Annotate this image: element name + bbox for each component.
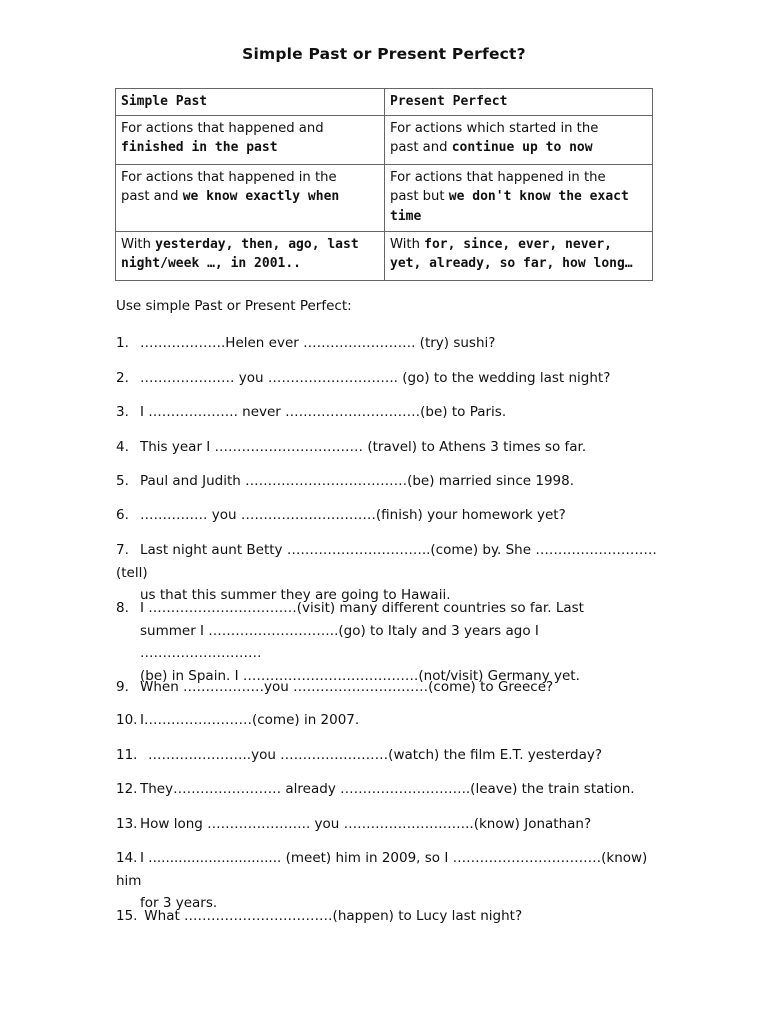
exercise-text: When ………………you …………………………(come) to Greece? <box>140 679 554 695</box>
exercise-text-continued: us that this summer they are going to Hawaii. <box>140 587 451 603</box>
exercise-number: 3. <box>116 404 129 420</box>
exercise-number: 14. <box>116 850 138 866</box>
exercise-number: 13. <box>116 816 138 832</box>
exercise-number: 5. <box>116 473 129 489</box>
exercise-text: I ............................... (meet) him in 2009, so I ……………………………(know) him <box>116 850 648 889</box>
exercise-text: How long ………………….. you ………………………..(know) Jonathan? <box>140 816 592 832</box>
header-simple-past: Simple Past <box>116 89 385 116</box>
cell-text: past but <box>390 189 445 204</box>
exercise-number: 12. <box>116 781 138 797</box>
exercise-item <box>116 367 661 390</box>
exercise-item <box>116 470 661 493</box>
exercise-number: 1. <box>116 335 129 351</box>
exercise-text: They…………………… already ………………………..(leave) the train station. <box>140 781 635 797</box>
exercise-item <box>116 436 661 459</box>
exercise-item <box>116 905 661 928</box>
exercise-number: 8. <box>116 600 129 616</box>
table-cell <box>116 115 385 164</box>
exercise-text: ………………… you ……………………….. (go) to the wedding last night? <box>140 370 611 386</box>
cell-text: For actions that happened in the <box>390 169 606 185</box>
cell-keyword: time <box>390 208 422 224</box>
exercise-item <box>116 813 661 836</box>
cell-text: With <box>390 236 420 252</box>
cell-text: past and <box>390 140 448 155</box>
cell-keyword: continue up to now <box>451 140 593 155</box>
cell-keyword: finished in the past <box>121 140 278 155</box>
cell-text: For actions which started in the <box>390 120 599 136</box>
exercise-text: …………… you …………………………(finish) your homework yet? <box>140 507 566 523</box>
exercise-text: ……………….Helen ever ……………………. (try) sushi? <box>140 335 496 351</box>
table-row <box>116 164 653 231</box>
grammar-rules-table <box>115 88 653 281</box>
exercise-item <box>116 778 661 801</box>
cell-keyword: for, since, ever, never, <box>424 236 612 252</box>
table-header-row <box>116 89 653 116</box>
table-cell <box>385 115 653 164</box>
exercise-item <box>116 401 661 424</box>
exercise-text: This year I …………………………… (travel) to Athens 3 times so far. <box>140 439 587 455</box>
exercise-number: 6. <box>116 507 129 523</box>
exercise-number: 15. <box>116 908 138 924</box>
exercise-item <box>116 744 661 767</box>
cell-keyword: yet, already, so far, how long… <box>390 256 633 271</box>
table-row <box>116 231 653 280</box>
exercise-item <box>116 709 661 732</box>
exercise-number: 2. <box>116 370 129 386</box>
table-cell <box>385 231 653 280</box>
exercise-text-continued: (be) in Spain. I …………………………………(not/visit) Germany yet. <box>140 667 580 684</box>
exercise-item <box>116 504 661 527</box>
table-cell <box>385 164 653 231</box>
exercise-number: 9. <box>116 679 129 695</box>
exercise-item <box>116 332 661 355</box>
page-title: Simple Past or Present Perfect? <box>242 45 526 63</box>
table-cell <box>116 231 385 280</box>
exercise-text: I ……………………………(visit) many different countries so far. Last <box>140 600 584 616</box>
cell-keyword: we know exactly when <box>182 189 340 204</box>
cell-text: For actions that happened in the <box>121 169 337 185</box>
exercise-text: Last night aunt Betty …………………………..(come) by. She ………………………(tell) <box>116 542 657 581</box>
cell-keyword: we don't know the exact <box>448 189 629 204</box>
cell-text: past and <box>121 189 179 204</box>
exercise-text: What ……………………………(happen) to Lucy last night? <box>140 908 523 924</box>
exercise-number: 10. <box>116 712 138 728</box>
exercise-text: I ……………….. never …………………………(be) to Paris. <box>140 404 507 420</box>
table-cell <box>116 164 385 231</box>
cell-keyword: yesterday, then, ago, last <box>155 236 359 252</box>
exercise-text: …………………..you ……………………(watch) the film E.T. yesterday? <box>148 747 603 763</box>
cell-keyword: night/week …, in 2001.. <box>121 256 302 271</box>
cell-text: With <box>121 236 151 252</box>
exercise-number: 11. <box>116 747 138 763</box>
table-row <box>116 115 653 164</box>
exercise-text-continued: summer I ………………………..(go) to Italy and 3 years ago I ……………………… <box>140 622 539 661</box>
exercise-instruction: Use simple Past or Present Perfect: <box>116 298 352 314</box>
exercise-item <box>116 597 661 687</box>
header-present-perfect: Present Perfect <box>385 89 653 116</box>
exercise-item <box>116 676 661 699</box>
exercise-text: Paul and Judith ………………………………(be) married since 1998. <box>140 473 575 489</box>
exercise-text: I……………………(come) in 2007. <box>140 712 360 728</box>
exercise-text-continued: for 3 years. <box>140 895 218 911</box>
cell-text: For actions that happened and <box>121 120 324 136</box>
exercise-number: 4. <box>116 439 129 455</box>
exercise-number: 7. <box>116 542 129 558</box>
